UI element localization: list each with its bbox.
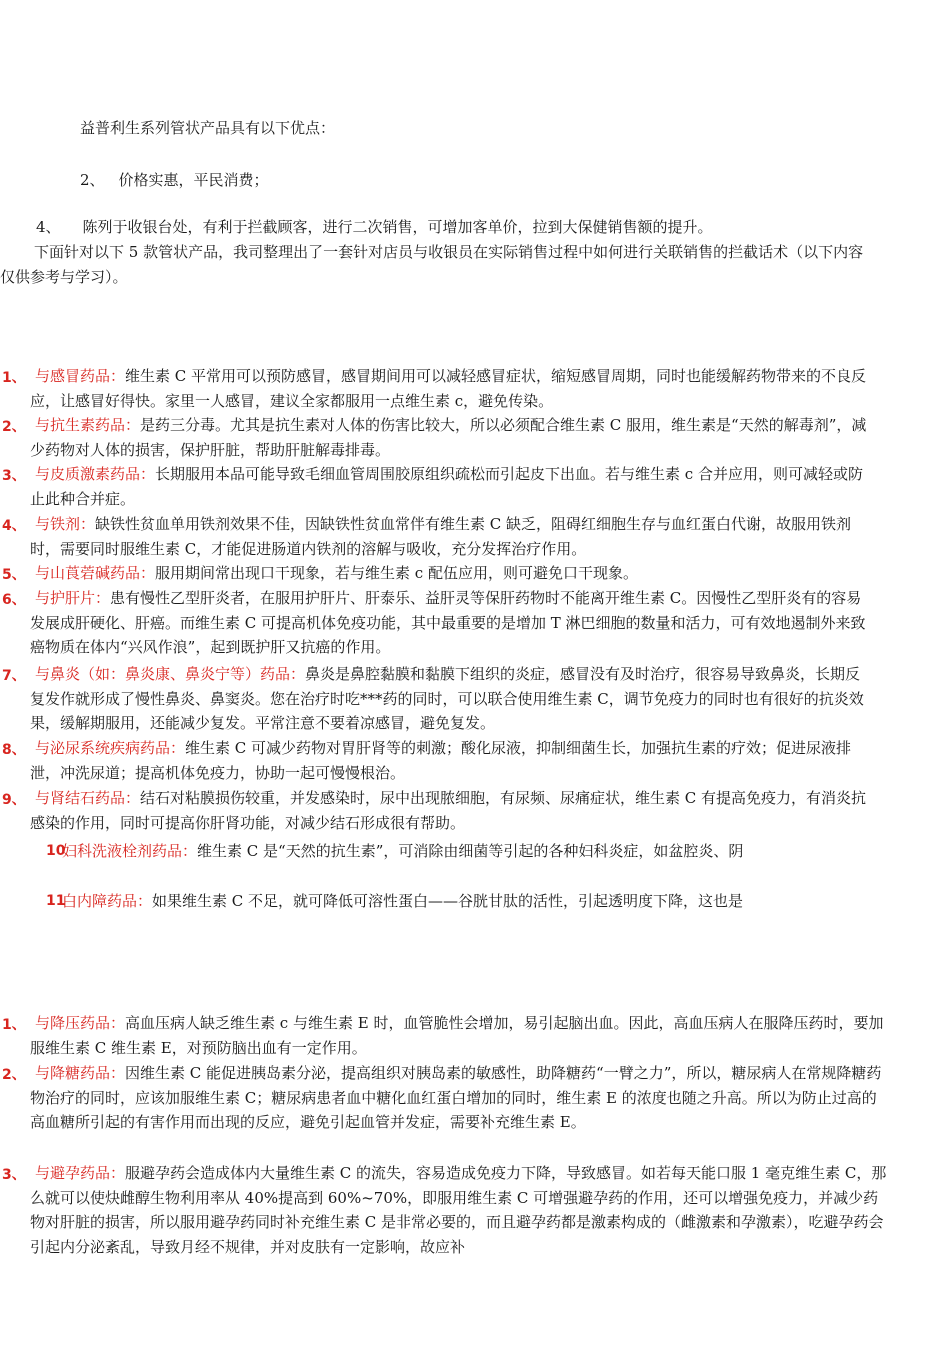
point-number: 2、 bbox=[80, 171, 105, 189]
item-body bbox=[30, 1011, 890, 1060]
item-text: 是药三分毒。尤其是抗生素对人体的伤害比较大，所以必须配合维生素 C 服用，维生素是“天然的解毒剂”，减少药物对人体的损害，保护肝脏，帮助肝脏解毒排毒。 bbox=[30, 416, 867, 459]
item-text: 高血压病人缺乏维生素 c 与维生素 E 时，血管脆性会增加，易引起脑出血。因此，高血压病人在服降压药时，要加服维生素 C 维生素 E，对预防脑出血有一定作用。 bbox=[30, 1014, 884, 1057]
item-number: 3、 bbox=[2, 468, 26, 484]
item-number: 2、 bbox=[2, 1067, 26, 1083]
item-body bbox=[30, 512, 870, 561]
item-body bbox=[30, 662, 870, 736]
item-label: 与降糖药品： bbox=[35, 1064, 126, 1082]
intro-point-4 bbox=[36, 217, 713, 237]
item-text: 服用期间常出现口干现象，若与维生素 c 配伍应用，则可避免口干现象。 bbox=[155, 564, 638, 582]
item-label: 与感冒药品： bbox=[35, 367, 126, 385]
point-number: 4、 bbox=[36, 218, 61, 236]
item-label: 与避孕药品： bbox=[35, 1164, 126, 1182]
item-text: 长期服用本品可能导致毛细血管周围胶原组织疏松而引起皮下出血。若与维生素 c 合并应用，则可减轻或防止此种合并症。 bbox=[30, 465, 863, 508]
item-text: 鼻炎是鼻腔黏膜和黏膜下组织的炎症，感冒没有及时治疗，很容易导致鼻炎，长期反复发作就形成了慢性鼻炎、鼻窦炎。您在治疗时吃***药的同时，可以联合使用维生素 C，调节免疫力的同时也有很好的抗炎效果，缓解期服用，还能减少复发。平常注意不要着凉感冒，避免复发。 bbox=[30, 665, 864, 732]
item-number: 6、 bbox=[2, 592, 26, 608]
intro-point-2 bbox=[80, 170, 269, 190]
item-text: 维生素 C 是“天然的抗生素”，可消除由细菌等引起的各种妇科炎症，如盆腔炎、阴 bbox=[197, 842, 744, 860]
item-body bbox=[30, 586, 870, 660]
item-body bbox=[30, 1161, 890, 1259]
item-number: 2、 bbox=[2, 419, 26, 435]
item-number: 7、 bbox=[2, 668, 26, 684]
item-label: 白内障药品： bbox=[62, 892, 153, 910]
item-text: 如果维生素 C 不足，就可降低可溶性蛋白——谷胱甘肽的活性，引起透明度下降，这也是 bbox=[152, 892, 744, 910]
item-number: 9、 bbox=[2, 792, 26, 808]
item-number: 8、 bbox=[2, 742, 26, 758]
item-number: 4、 bbox=[2, 518, 26, 534]
item-label: 与肾结石药品： bbox=[35, 789, 141, 807]
item-text: 患有慢性乙型肝炎者，在服用护肝片、肝泰乐、益肝灵等保肝药物时不能离开维生素 C。因慢性乙型肝炎有的容易发展成肝硬化、肝癌。而维生素 C 可提高机体免疫功能，其中最重要的是增加 T 淋巴细胞的数量和活力，可有效地遏制外来致癌物质在体内“兴风作浪”，起到既护肝又抗癌的作用。 bbox=[30, 589, 866, 656]
item-body bbox=[30, 364, 870, 413]
item-label: 与降压药品： bbox=[35, 1014, 126, 1032]
item-number: 1、 bbox=[2, 370, 26, 386]
item-number: 1、 bbox=[2, 1017, 26, 1033]
item-label: 与山莨菪碱药品： bbox=[35, 564, 156, 582]
item-label: 与铁剂： bbox=[35, 515, 96, 533]
item-body bbox=[30, 413, 870, 462]
intro-heading: 益普利生系列管状产品具有以下优点： bbox=[80, 119, 336, 137]
item-label: 与护肝片： bbox=[35, 589, 111, 607]
item-number: 5、 bbox=[2, 567, 26, 583]
item-label: 与泌尿系统疾病药品： bbox=[35, 739, 186, 757]
item-body bbox=[30, 1061, 890, 1135]
list-item-11 bbox=[46, 891, 743, 911]
item-text: 服避孕药会造成体内大量维生素 C 的流失，容易造成免疫力下降，导致感冒。如若每天能口服 1 毫克维生素 C，那么就可以使炔雌醇生物利用率从 40%提高到 60%~70%，即服用维生素 C 可增强避孕药的作用，还可以增强免疫力，并减少药物对肝脏的损害，所以服用避孕药同时补充维生素 C 是非常必要的，而且避孕药都是激素构成的（雌激素和孕激素），吃避孕药会引起内分泌紊乱，导致月经不规律，并对皮肤有一定影响，故应补 bbox=[30, 1164, 887, 1256]
item-label: 与抗生素药品： bbox=[35, 416, 141, 434]
item-number: 3、 bbox=[2, 1167, 26, 1183]
point-text: 陈列于收银台处，有利于拦截顾客，进行二次销售，可增加客单价，拉到大保健销售额的提升。 bbox=[82, 218, 713, 236]
item-text: 维生素 C 平常用可以预防感冒，感冒期间用可以减轻感冒症状，缩短感冒周期，同时也能缓解药物带来的不良反应，让感冒好得快。家里一人感冒，建议全家都服用一点维生素 c，避免传染。 bbox=[30, 367, 867, 410]
point-text: 价格实惠，平民消费； bbox=[118, 171, 269, 189]
item-body bbox=[30, 736, 870, 785]
item-number: 11 bbox=[46, 893, 66, 909]
item-text: 结石对粘膜损伤较重，并发感染时，尿中出现脓细胞，有尿频、尿痛症状，维生素 C 有提高免疫力，有消炎抗感染的作用，同时可提高你肝肾功能，对减少结石形成很有帮助。 bbox=[30, 789, 867, 832]
item-text: 因维生素 C 能促进胰岛素分泌，提高组织对胰岛素的敏感性，助降糖药“一臂之力”，所以，糖尿病人在常规降糖药物治疗的同时，应该加服维生素 C；糖尿病患者血中糖化血红蛋白增加的同时，维生素 E 的浓度也随之升高。所以为防止过高的高血糖所引起的有害作用而出现的反应，避免引起血管并发症，需要补充维生素 E。 bbox=[30, 1064, 882, 1131]
item-body bbox=[30, 786, 870, 835]
item-label: 与皮质激素药品： bbox=[35, 465, 156, 483]
item-text: 缺铁性贫血单用铁剂效果不佳，因缺铁性贫血常伴有维生素 C 缺乏，阻碍红细胞生存与血红蛋白代谢，故服用铁剂时，需要同时服维生素 C，才能促进肠道内铁剂的溶解与吸收，充分发挥治疗作用。 bbox=[30, 515, 852, 558]
item-text: 维生素 C 可减少药物对胃肝肾等的刺激；酸化尿液，抑制细菌生长，加强抗生素的疗效；促进尿液排泄，冲洗尿道；提高机体免疫力，协助一起可慢慢根治。 bbox=[30, 739, 852, 782]
item-label: 与鼻炎（如：鼻炎康、鼻炎宁等）药品： bbox=[35, 665, 306, 683]
item-body bbox=[30, 561, 870, 586]
item-body bbox=[30, 462, 870, 511]
item-label: 妇科洗液栓剂药品： bbox=[62, 842, 198, 860]
list-item-10 bbox=[46, 841, 743, 861]
intro-paragraph: 下面针对以下 5 款管状产品，我司整理出了一套针对店员与收银员在实际销售过程中如何进行关联销售的拦截话术（以下内容仅供参考与学习）。 bbox=[0, 243, 864, 286]
item-number: 10 bbox=[46, 843, 66, 859]
